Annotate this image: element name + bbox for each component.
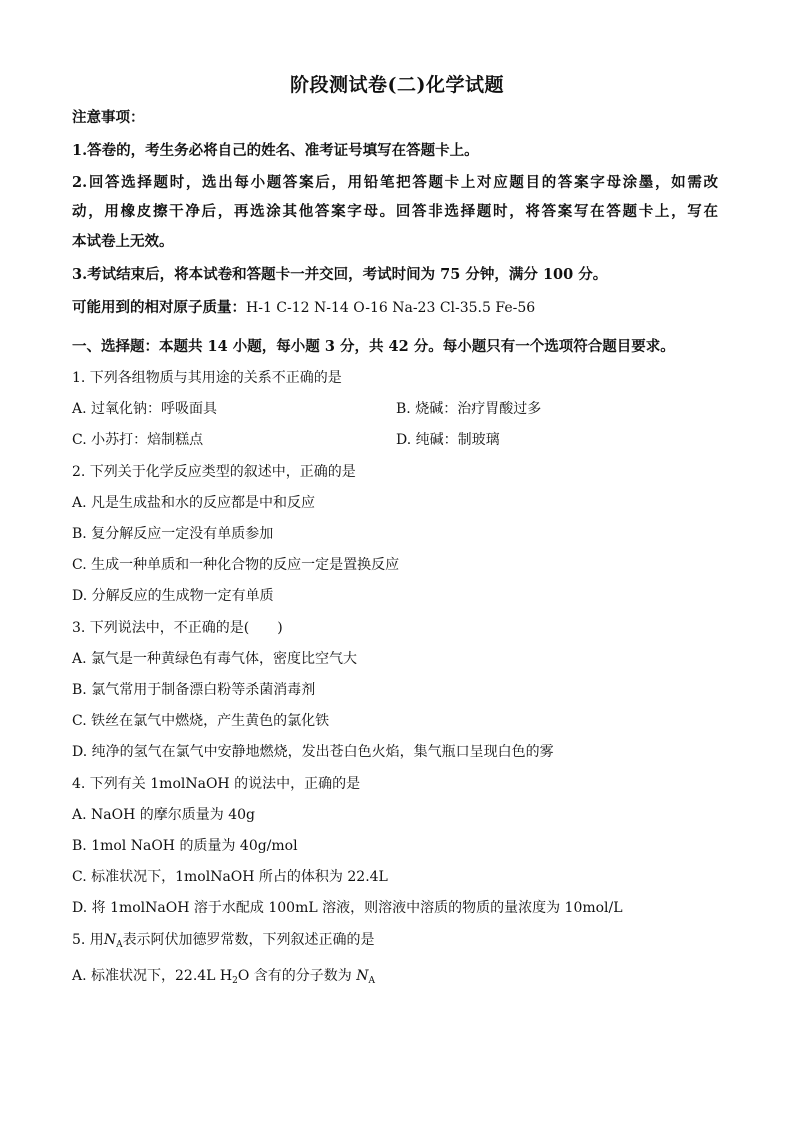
question-2-stem: 2. 下列关于化学反应类型的叙述中，正确的是 bbox=[72, 464, 356, 480]
notice-item-2: 2.回答选择题时，选出每小题答案后，用铅笔把答题卡上对应题目的答案字母涂墨，如需改 bbox=[72, 174, 718, 191]
question-1-option-c: C. 小苏打：焙制糕点 bbox=[72, 432, 204, 448]
question-4-option-a: A. NaOH 的摩尔质量为 40g bbox=[72, 807, 255, 823]
question-1-option-b: B. 烧碱：治疗胃酸过多 bbox=[396, 401, 542, 417]
question-2-option-a: A. 凡是生成盐和水的反应都是中和反应 bbox=[72, 495, 316, 511]
atomic-mass-line bbox=[72, 298, 535, 318]
question-3-option-d: D. 纯净的氢气在氯气中安静地燃烧，发出苍白色火焰，集气瓶口呈现白色的雾 bbox=[72, 744, 554, 760]
atomic-mass-label: 可能用到的相对原子质量： bbox=[72, 299, 246, 316]
question-5-option-a: A. 标准状况下，22.4L $H_2O$ 含有的分子数为 $N_A$ bbox=[72, 968, 376, 986]
question-3-option-b: B. 氯气常用于制备漂白粉等杀菌消毒剂 bbox=[72, 682, 316, 698]
question-5-stem: 5. 用$N_A$表示阿伏加德罗常数，下列叙述正确的是 bbox=[72, 932, 375, 950]
question-4-option-c: C. 标准状况下，1molNaOH 所占的体积为 22.4L bbox=[72, 869, 388, 885]
section-heading: 一、选择题：本题共 14 小题，每小题 3 分，共 42 分。每小题只有一个选项符合题目要求。 bbox=[72, 338, 675, 355]
notice-item-3: 3.考试结束后，将本试卷和答题卡一并交回，考试时间为 75 分钟，满分 100 分。 bbox=[72, 266, 608, 283]
atomic-mass-values: H-1 C-12 N-14 O-16 Na-23 Cl-35.5 Fe-56 bbox=[246, 300, 536, 316]
question-2-option-b: B. 复分解反应一定没有单质参加 bbox=[72, 526, 274, 542]
question-4-stem: 4. 下列有关 1molNaOH 的说法中，正确的是 bbox=[72, 776, 361, 792]
question-1-option-a: A. 过氧化钠：呼吸面具 bbox=[72, 401, 218, 417]
question-4-option-d: D. 将 1molNaOH 溶于水配成 100mL 溶液，则溶液中溶质的物质的量浓度为 10mol/L bbox=[72, 900, 623, 916]
question-1-stem: 1. 下列各组物质与其用途的关系不正确的是 bbox=[72, 370, 342, 386]
question-2-option-d: D. 分解反应的生成物一定有单质 bbox=[72, 588, 274, 604]
question-2-option-c: C. 生成一种单质和一种化合物的反应一定是置换反应 bbox=[72, 557, 400, 573]
notice-item-2-end: 本试卷上无效。 bbox=[72, 233, 174, 250]
page-title: 阶段测试卷(二)化学试题 bbox=[290, 74, 504, 96]
question-1-option-d: D. 纯碱：制玻璃 bbox=[396, 432, 500, 448]
question-3-option-a: A. 氯气是一种黄绿色有毒气体，密度比空气大 bbox=[72, 651, 358, 667]
question-4-option-b: B. 1mol NaOH 的质量为 40g/mol bbox=[72, 838, 298, 854]
notice-item-2-cont: 动，用橡皮擦干净后，再选涂其他答案字母。回答非选择题时，将答案写在答题卡上，写在 bbox=[72, 203, 718, 220]
question-3-stem: 3. 下列说法中，不正确的是( ) bbox=[72, 620, 283, 636]
notice-heading: 注意事项： bbox=[72, 109, 145, 126]
question-3-option-c: C. 铁丝在氯气中燃烧，产生黄色的氯化铁 bbox=[72, 713, 330, 729]
notice-item-1: 1.答卷的，考生务必将自己的姓名、准考证号填写在答题卡上。 bbox=[72, 142, 479, 159]
